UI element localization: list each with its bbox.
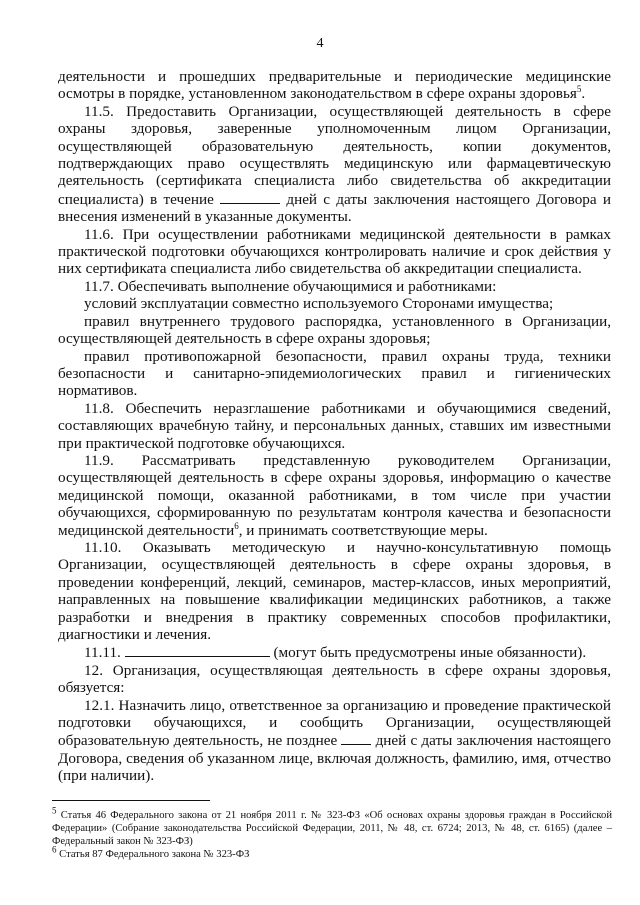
paragraph-p10: 11.11. (могут быть предусмотрены иные обязанности). [84,644,587,662]
footnote-fn5: $^5$ Статья 46 Федерального закона от 21 ноября 2011 г. № 323-ФЗ «Об основах охраны здоровья граждан в Российской Федерации» (Собрание законодательства Российской Федерации, 2011, № 48, ст. 6724; 2013, № 48, ст. 6165) (далее – Федеральный закон № 323-ФЗ) [52,805,612,847]
paragraph-p9: 11.10. Оказывать методическую и научно-консультативную помощь Организации, осуществляющей деятельность в сфере охраны здоровья, в проведении конференций, лекций, семинаров, мастер-классов, иных мероприятий, направленных на повышение квалификации медицинских работников, а также разработки и внедрения в практику современных способов профилактики, диагностики и лечения. [58,538,611,643]
fill-in-blank [125,643,270,657]
paragraph-p4: условий эксплуатации совместно используемого Сторонами имущества; [84,295,554,313]
paragraph-p7: 11.8. Обеспечить неразглашение работниками и обучающимися сведений, составляющих врачебную тайну, и персональных данных, ставших им известными при практической подготовке обучающихся. [58,399,611,452]
paragraph-p5: правил внутреннего трудового распорядка, установленного в Организации, осуществляющей деятельность в сфере охраны здоровья; [58,312,611,348]
paragraph-p3: 11.7. Обеспечивать выполнение обучающимися и работниками: [84,277,497,295]
footnotes [52,800,612,861]
document-body [58,68,611,785]
paragraph-p8: 11.9. Рассматривать представленную руководителем Организации, осуществляющей деятельность в сфере охраны здоровья, информацию о качестве медицинской помощи, оказанной работниками, в том числе при участии обучающихся, сформированную по результатам контроля качества и безопасности медицинской деятельности$^6$, и принимать соответствующие меры. [58,451,611,539]
paragraph-p2: 11.6. При осуществлении работниками медицинской деятельности в рамках практической подготовки обучающихся контролировать наличие и срок действия у них сертификата специалиста либо свидетельства об аккредитации специалиста. [58,225,611,278]
footnote-marker: 6 [234,520,239,531]
paragraph-p0: деятельности и прошедших предварительные и периодические медицинские осмотры в порядке, установленном законодательством в сфере охраны здоровья$^5$. [58,68,611,103]
paragraph-p12: 12.1. Назначить лицо, ответственное за организацию и проведение практической подготовки обучающихся, и сообщить Организации, осуществляющей образовательную деятельность, не позднее дней с даты заключения настоящего Договора, сведения об указанном лице, включая должность, фамилию, имя, отчество (при наличии). [58,696,611,785]
paragraph-p6: правил противопожарной безопасности, правил охраны труда, техники безопасности и санитарно-эпидемиологических правил и гигиенических нормативов. [58,347,611,400]
page-number: 4 [316,36,324,51]
fill-in-blank [220,190,280,204]
paragraph-p11: 12. Организация, осуществляющая деятельность в сфере охраны здоровья, обязуется: [58,661,611,697]
footnote-marker: 6 [52,844,57,855]
footnote-separator [52,800,210,801]
paragraph-p1: 11.5. Предоставить Организации, осуществляющей деятельность в сфере охраны здоровья, заверенные уполномоченным лицом Организации, осуществляющей образовательную деятельность, копии документов, подтверждающих право осуществлять медицинскую или фармацевтическую деятельность (сертификата специалиста либо свидетельства об аккредитации специалиста) в течение дней с даты заключения настоящего Договора и внесения изменений в указанные документы. [58,102,611,226]
footnote-marker: 5 [52,805,57,816]
fill-in-blank [341,731,371,745]
footnote-fn6: $^6$ Статья 87 Федерального закона № 323-ФЗ [52,844,250,860]
footnote-marker: 5 [576,84,582,95]
